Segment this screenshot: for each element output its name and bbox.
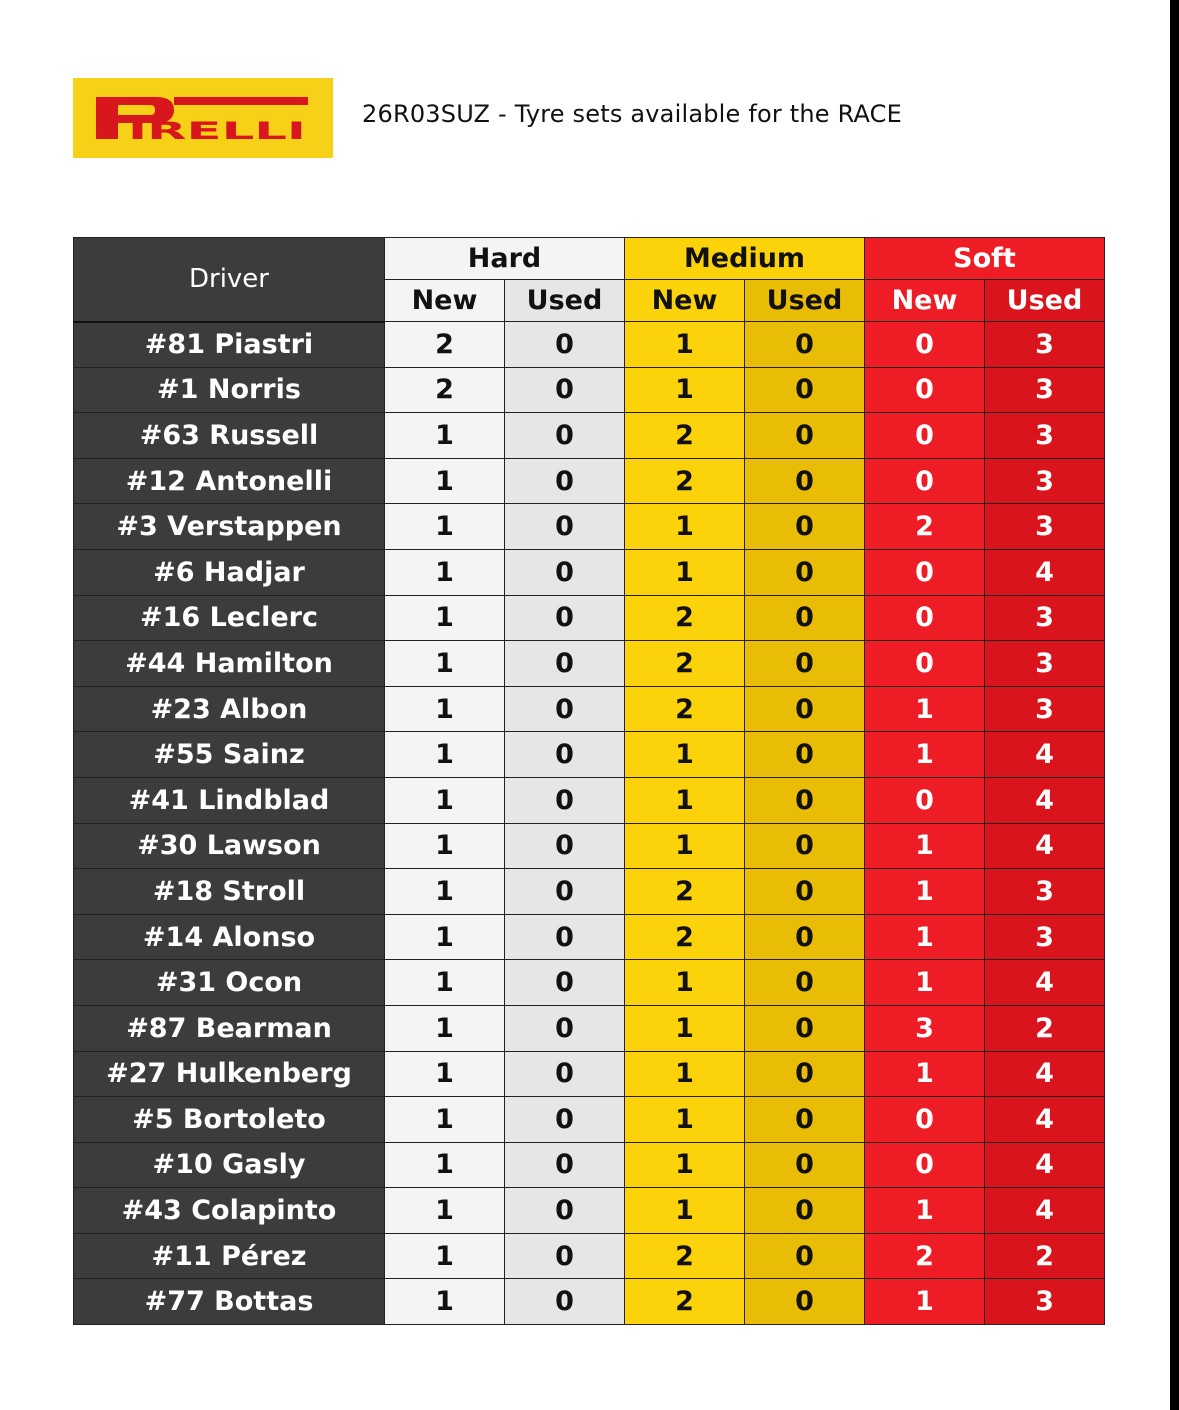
driver-name: #27 Hulkenberg [74,1051,385,1097]
medium-new-cell: 2 [625,686,745,732]
driver-column-header: Driver [74,238,385,322]
hard-new-cell: 1 [385,595,505,641]
soft-new-cell: 0 [865,1142,985,1188]
soft-used-cell: 3 [985,504,1105,550]
hard-new-cell: 1 [385,549,505,595]
hard-new-cell: 1 [385,823,505,869]
driver-name: #77 Bottas [74,1279,385,1325]
hard-used-cell: 0 [505,823,625,869]
hard-new-cell: 1 [385,686,505,732]
medium-new-cell: 2 [625,1233,745,1279]
soft-used-cell: 3 [985,1279,1105,1325]
hard-new-cell: 1 [385,641,505,687]
medium-new-cell: 1 [625,823,745,869]
table-row [74,458,1105,504]
medium-new-header: New [625,280,745,322]
hard-used-cell: 0 [505,1233,625,1279]
medium-new-cell: 1 [625,1188,745,1234]
driver-name: #41 Lindblad [74,777,385,823]
medium-used-cell: 0 [745,914,865,960]
driver-name: #18 Stroll [74,869,385,915]
soft-new-cell: 0 [865,549,985,595]
table-row [74,1051,1105,1097]
medium-used-cell: 0 [745,458,865,504]
pirelli-logo [73,78,333,158]
hard-used-cell: 0 [505,1005,625,1051]
soft-new-cell: 2 [865,1233,985,1279]
medium-new-cell: 1 [625,1005,745,1051]
soft-used-cell: 4 [985,1051,1105,1097]
soft-new-cell: 1 [865,732,985,778]
hard-used-cell: 0 [505,777,625,823]
medium-used-cell: 0 [745,595,865,641]
table-row [74,1097,1105,1143]
medium-new-cell: 2 [625,458,745,504]
table-row [74,413,1105,459]
soft-used-cell: 4 [985,1097,1105,1143]
page-title: 26R03SUZ - Tyre sets available for the RACE [362,100,902,128]
medium-used-cell: 0 [745,686,865,732]
tyre-sets-table [73,237,1105,1325]
medium-new-cell: 2 [625,914,745,960]
medium-used-cell: 0 [745,732,865,778]
svg-text:IRELLI: IRELLI [128,117,306,143]
medium-used-header: Used [745,280,865,322]
medium-new-cell: 1 [625,1142,745,1188]
hard-used-cell: 0 [505,1188,625,1234]
medium-new-cell: 2 [625,595,745,641]
hard-new-cell: 1 [385,1233,505,1279]
medium-used-cell: 0 [745,823,865,869]
hard-new-cell: 1 [385,1142,505,1188]
hard-used-cell: 0 [505,869,625,915]
medium-used-cell: 0 [745,504,865,550]
medium-new-cell: 1 [625,367,745,413]
hard-used-cell: 0 [505,732,625,778]
table-row [74,322,1105,368]
soft-used-cell: 3 [985,686,1105,732]
table-body [74,322,1105,1325]
hard-used-cell: 0 [505,686,625,732]
soft-used-cell: 4 [985,549,1105,595]
soft-used-cell: 3 [985,458,1105,504]
table-row [74,504,1105,550]
driver-name: #11 Pérez [74,1233,385,1279]
soft-used-cell: 4 [985,777,1105,823]
table-row [74,686,1105,732]
hard-new-cell: 2 [385,322,505,368]
hard-new-cell: 1 [385,458,505,504]
hard-used-cell: 0 [505,1097,625,1143]
soft-used-cell: 4 [985,823,1105,869]
medium-new-cell: 1 [625,1051,745,1097]
hard-new-cell: 2 [385,367,505,413]
table-row [74,595,1105,641]
driver-name: #31 Ocon [74,960,385,1006]
medium-new-cell: 1 [625,322,745,368]
soft-used-cell: 3 [985,869,1105,915]
soft-new-cell: 0 [865,595,985,641]
hard-used-cell: 0 [505,641,625,687]
hard-new-cell: 1 [385,1005,505,1051]
soft-new-cell: 1 [865,823,985,869]
hard-new-cell: 1 [385,1051,505,1097]
soft-new-cell: 0 [865,641,985,687]
medium-new-cell: 1 [625,504,745,550]
driver-name: #16 Leclerc [74,595,385,641]
table-row [74,732,1105,778]
soft-used-cell: 3 [985,914,1105,960]
table-row [74,914,1105,960]
table-row [74,823,1105,869]
medium-used-cell: 0 [745,413,865,459]
soft-compound-header: Soft [865,238,1105,280]
table-row [74,1142,1105,1188]
hard-used-cell: 0 [505,458,625,504]
driver-name: #12 Antonelli [74,458,385,504]
table-row [74,1188,1105,1234]
driver-name: #55 Sainz [74,732,385,778]
medium-used-cell: 0 [745,1005,865,1051]
medium-new-cell: 1 [625,960,745,1006]
soft-used-cell: 4 [985,960,1105,1006]
soft-new-cell: 1 [865,869,985,915]
driver-name: #44 Hamilton [74,641,385,687]
table-row [74,641,1105,687]
medium-used-cell: 0 [745,1233,865,1279]
soft-new-cell: 0 [865,1097,985,1143]
medium-used-cell: 0 [745,367,865,413]
table-row [74,960,1105,1006]
driver-name: #23 Albon [74,686,385,732]
hard-used-cell: 0 [505,322,625,368]
soft-used-cell: 3 [985,322,1105,368]
hard-used-cell: 0 [505,1279,625,1325]
soft-used-cell: 2 [985,1233,1105,1279]
hard-new-cell: 1 [385,1188,505,1234]
medium-new-cell: 2 [625,869,745,915]
medium-compound-header: Medium [625,238,865,280]
medium-used-cell: 0 [745,869,865,915]
medium-used-cell: 0 [745,1142,865,1188]
soft-used-cell: 2 [985,1005,1105,1051]
hard-new-cell: 1 [385,914,505,960]
pirelli-wordmark-icon [92,93,314,143]
soft-used-cell: 3 [985,641,1105,687]
soft-new-cell: 0 [865,367,985,413]
hard-new-cell: 1 [385,777,505,823]
hard-new-header: New [385,280,505,322]
soft-new-cell: 1 [865,1279,985,1325]
hard-compound-header: Hard [385,238,625,280]
driver-name: #43 Colapinto [74,1188,385,1234]
hard-used-cell: 0 [505,1051,625,1097]
soft-new-cell: 3 [865,1005,985,1051]
soft-new-cell: 1 [865,1188,985,1234]
soft-used-cell: 3 [985,413,1105,459]
soft-new-cell: 1 [865,960,985,1006]
driver-name: #1 Norris [74,367,385,413]
table-row [74,1279,1105,1325]
soft-used-cell: 4 [985,1142,1105,1188]
hard-used-cell: 0 [505,504,625,550]
hard-new-cell: 1 [385,504,505,550]
driver-name: #81 Piastri [74,322,385,368]
soft-new-cell: 2 [865,504,985,550]
hard-used-cell: 0 [505,960,625,1006]
soft-new-cell: 1 [865,686,985,732]
table-row [74,367,1105,413]
driver-name: #87 Bearman [74,1005,385,1051]
hard-new-cell: 1 [385,732,505,778]
hard-used-cell: 0 [505,914,625,960]
hard-new-cell: 1 [385,1097,505,1143]
medium-used-cell: 0 [745,641,865,687]
medium-new-cell: 1 [625,777,745,823]
soft-used-cell: 3 [985,367,1105,413]
hard-new-cell: 1 [385,1279,505,1325]
soft-used-cell: 4 [985,1188,1105,1234]
soft-new-cell: 0 [865,458,985,504]
table-row [74,777,1105,823]
medium-used-cell: 0 [745,1279,865,1325]
table-row [74,1005,1105,1051]
soft-used-cell: 3 [985,595,1105,641]
medium-used-cell: 0 [745,960,865,1006]
medium-new-cell: 2 [625,1279,745,1325]
medium-new-cell: 2 [625,641,745,687]
soft-new-cell: 0 [865,413,985,459]
soft-new-header: New [865,280,985,322]
hard-new-cell: 1 [385,960,505,1006]
soft-new-cell: 0 [865,322,985,368]
medium-used-cell: 0 [745,1097,865,1143]
table-row [74,549,1105,595]
driver-name: #6 Hadjar [74,549,385,595]
hard-used-header: Used [505,280,625,322]
soft-new-cell: 1 [865,914,985,960]
medium-used-cell: 0 [745,1188,865,1234]
driver-name: #30 Lawson [74,823,385,869]
driver-name: #5 Bortoleto [74,1097,385,1143]
medium-used-cell: 0 [745,322,865,368]
hard-used-cell: 0 [505,549,625,595]
driver-name: #10 Gasly [74,1142,385,1188]
soft-used-header: Used [985,280,1105,322]
soft-new-cell: 0 [865,777,985,823]
hard-new-cell: 1 [385,413,505,459]
medium-used-cell: 0 [745,1051,865,1097]
medium-used-cell: 0 [745,777,865,823]
driver-name: #3 Verstappen [74,504,385,550]
table-row [74,1233,1105,1279]
hard-used-cell: 0 [505,1142,625,1188]
hard-used-cell: 0 [505,595,625,641]
medium-new-cell: 2 [625,413,745,459]
hard-used-cell: 0 [505,367,625,413]
hard-used-cell: 0 [505,413,625,459]
driver-name: #63 Russell [74,413,385,459]
hard-new-cell: 1 [385,869,505,915]
driver-name: #14 Alonso [74,914,385,960]
soft-new-cell: 1 [865,1051,985,1097]
table-row [74,869,1105,915]
medium-new-cell: 1 [625,549,745,595]
soft-used-cell: 4 [985,732,1105,778]
medium-used-cell: 0 [745,549,865,595]
medium-new-cell: 1 [625,1097,745,1143]
medium-new-cell: 1 [625,732,745,778]
